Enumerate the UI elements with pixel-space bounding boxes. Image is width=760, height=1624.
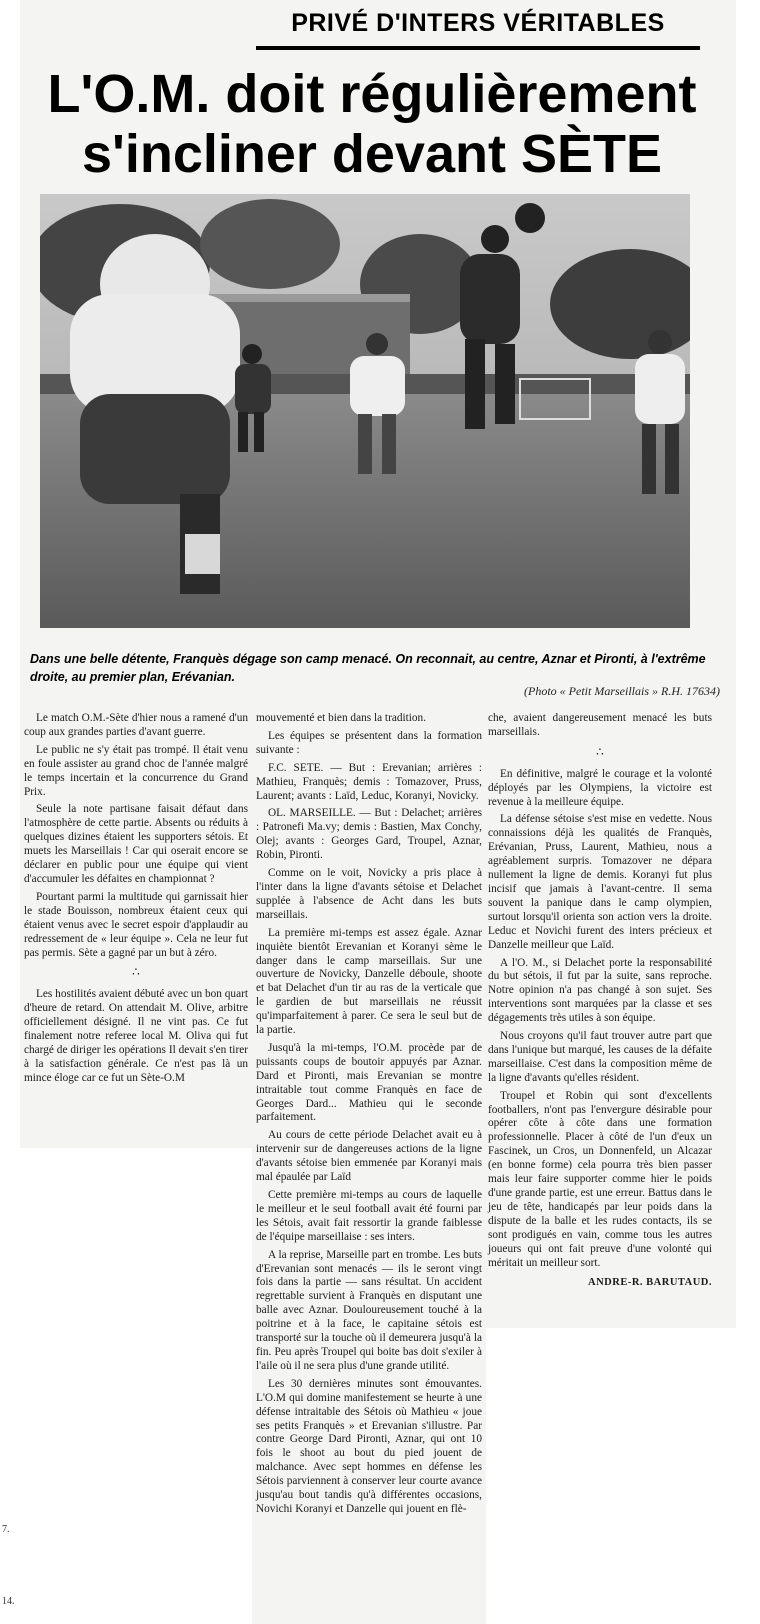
paragraph: Pourtant parmi la multitude qui garnissait hier le stade Bouisson, nombreux étaient ceux qui étaient venus avec le secret espoir d'applaudir au redressement de « leur équipe ». Cela ne leur fut pas permis. Sète a gagné par un but à zéro. — [24, 890, 248, 959]
paragraph: A la reprise, Marseille part en trombe. Les buts d'Erevanian sont menacés — ils le seront vingt fois dans la partie — sans résultat. Un accident regrettable survient à Franquès en disputant une balle avec Aznar. Douloureusement touché à la poitrine et à la face, le capitaine sétois est transporté sur la touche où il demeurera jusqu'à la fin. Peu après Troupel qui boite bas doit s'exiler à l'aile où il ne sera plus d'une grande utilité. — [256, 1248, 482, 1372]
paragraph: Troupel et Robin qui sont d'excellents footballers, n'ont pas l'envergure désirable pour opérer côte à côte dans une formation professionnelle. Placer à côté de l'un d'eux un Fascinek, un Cros, un Donnenfeld, un Alcazar (en bonne forme) cela pourra très bien passer mais leur faire supporter comme hier le poids d'une grande partie, est une erreur. Battus dans le jeu de tête, handicapés par leur poids dans la dispute de la balle et les rudes contacts, ils se sont prodigués en vain, comme tous les autres joueurs qui ont fait preuve d'une volonté qui méritait un meilleur sort. — [488, 1089, 712, 1269]
paragraph: Le public ne s'y était pas trompé. Il était venu en foule assister au grand choc de l'année malgré le temps incertain et la concurrence du Grand Prix. — [24, 743, 248, 798]
paragraph: Le match O.M.-Sète d'hier nous a ramené d'un coup aux grandes parties d'avant guerre. — [24, 712, 248, 738]
photo-caption: Dans une belle détente, Franquès dégage son camp menacé. On reconnait, au centre, Aznar et Pironti, à l'extrême droite, au premier plan, Erévanian. — [30, 652, 706, 684]
paragraph: che, avaient dangereusement menacé les buts marseillais. — [488, 712, 712, 738]
paragraph: Nous croyons qu'il faut trouver autre part que dans l'unique but marqué, les causes de la défaite marseillaise. C'est dans la composition même de la ligne d'avants qu'elles résident. — [488, 1030, 712, 1084]
author-signature: ANDRE-R. BARUTAUD. — [587, 1277, 712, 1289]
margin-mark: 7. — [2, 1524, 10, 1535]
photo-credit: (Photo « Petit Marseillais » R.H. 17634) — [524, 684, 720, 698]
paragraph: Seule la note partisane faisait défaut dans l'atmosphère de cette partie. Absents ou réduits à quelques dizines étaient les supporters sétois. Et muets les Marseillais ! Car qui oserait encore se déclarer en public pour une équipe qui vient d'accumuler les défaites en championnat ? — [24, 803, 248, 885]
paragraph: La défense sétoise s'est mise en vedette. Nous connaissions déjà les qualités de Franquès, Erévanian, Pruss, Laurent, Mathieu, nous a agréablement surpris. Tomazover ne dépara nullement la ligne de demis. Koranyi fut plus incisif que jamais à l'avant-centre. Il sema souvent la panique dans le camp olympien, surtout lorsqu'il orienta son action vers la droite. Leduc et Novichi furent des inters précieux et Danzelle meilleur que Laïd. — [488, 813, 712, 951]
paragraph: En définitive, malgré le courage et la volonté déployés par les Olympiens, la victoire est revenue à la meilleure équipe. — [488, 767, 712, 808]
paragraph: Jusqu'à la mi-temps, l'O.M. procède par de puissants coups de boutoir appuyés par Aznar. Dard et Pironti, mais Erevanian se montre intraitable tout comme Franquès en face de Georges Dard... Mathieu qui le seconde parfaitement. — [256, 1041, 482, 1124]
article-column-1 — [24, 712, 248, 1090]
match-photo — [40, 194, 690, 628]
blank-area-left — [20, 1148, 252, 1624]
section-separator: ∴ — [132, 965, 140, 980]
blank-area-right — [486, 1328, 736, 1624]
kicker: PRIVÉ D'INTERS VÉRITABLES — [291, 9, 665, 37]
headline-line-2: s'incliner devant SÈTE — [81, 124, 663, 184]
margin-mark: 14. — [2, 1596, 15, 1607]
paragraph: Comme on le voit, Novicky a pris place à l'inter dans la ligne d'avants sétoise et Delachet supplée à l'absence de Acht dans les buts marseillais. — [256, 867, 482, 921]
paragraph: Les équipes se présentent dans la formation suivante : — [256, 729, 482, 756]
paragraph: Au cours de cette période Delachet avait eu à intervenir sur de dangereuses actions de la ligne d'avants sétoise bien emmenée par Koranyi mais mal épaulée par Laïd — [256, 1129, 482, 1184]
paragraph: A l'O. M., si Delachet porte la responsabilité du but sétois, il fut par la suite, sans reproche. Notre opinion n'a pas changé à son sujet. Ses interventions sont marquées par la classe et ses dégagements très utiles à son équipe. — [488, 956, 712, 1025]
paragraph: Les hostilités avaient débuté avec un bon quart d'heure de retard. On attendait M. Olive, arbitre officiellement désigné. Il ne vint pas. Ce fut finalement notre referee local M. Oliva qui fut chargé de diriger les opérations Il devait s'en tirer à la satisfaction générale. Ce n'est pas là un mince éloge car ce fut un Sète-O.M — [24, 988, 248, 1084]
paragraph: La première mi-temps est assez égale. Aznar inquiète bientôt Erevanian et Koranyi sème le danger dans le camp marseillais. Sur une ouverture de Novicky, Danzelle déboule, shoote et bat Delachet d'un tir au ras de la verticale que le gardien de but marseillais ne réussit qu'imparfaitement à parer. Ce sera le seul but de la partie. — [256, 926, 482, 1037]
paragraph: Les 30 dernières minutes sont émouvantes. L'O.M qui domine manifestement se heurte à une défense intraitable des Sétois où Mathieu « joue ses petits Franquès » et Erevanian s'illustre. Par contre George Dard Pironti, Aznar, qui ont 10 fois le shoot au bout du pied jouent de malchance. Avec sept hommes en défense les Sétois parviennent à conserver leur courte avance jusqu'au bout tandis qu'à différentes occasions, Novichi Koranyi et Danzelle qui jouent en flè- — [256, 1377, 482, 1515]
paragraph: mouvementé et bien dans la tradition. — [256, 712, 427, 724]
article-column-3 — [488, 712, 712, 1290]
team-lineup-marseille: OL. MARSEILLE. — But : Delachet; arrières : Patronefi Ma.vy; demis : Bastien, Max Conchy, Olej; avants : Georges Gard, Troupel, Aznar, Robin, Pironti. — [256, 807, 482, 862]
paragraph: Cette première mi-temps au cours de laquelle le meilleur et le seul football avait été fourni par les Sétois, avait fait ressortir la grande faiblesse de l'équipe marseillaise : ses inters. — [256, 1189, 482, 1243]
headline-line-1: L'O.M. doit régulièrement — [47, 64, 697, 124]
headline — [22, 64, 722, 184]
kicker-underline — [256, 46, 700, 50]
kicker-container — [260, 6, 696, 40]
article-column-2 — [256, 712, 482, 1521]
match-photo-graphic — [40, 194, 690, 628]
section-separator: ∴ — [596, 744, 604, 759]
team-lineup-sete: F.C. SETE. — But : Erevanian; arrières : Mathieu, Franquès; demis : Tomazover, Pruss, Laurent; avants : Laïd, Leduc, Koranyi, Novicky. — [256, 761, 482, 802]
